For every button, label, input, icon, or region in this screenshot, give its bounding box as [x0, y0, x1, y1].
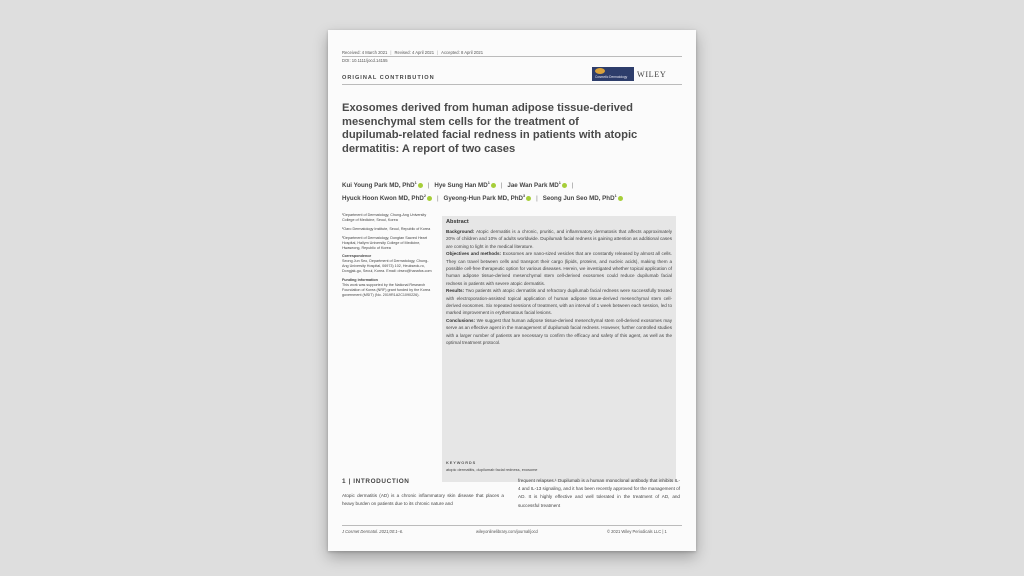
funding-text: This work was supported by the National Research Foundation of Korea (NRF) grant funded by the Korea government (MSIT) (No. 2019R1A2C1090226).: [342, 282, 431, 297]
footer-citation: J Cosmet Dermatol. 2021;00:1–6.: [342, 529, 404, 534]
publisher-logo: WILEY: [637, 70, 667, 79]
affiliation: ¹Department of Dermatology, Chung-Ang University College of Medicine, Seoul, Korea: [342, 213, 427, 222]
article-title: Exosomes derived from human adipose tissue-derived mesenchymal stem cells for the treatment of dupilumab-related facial redness in patients with atopic dermatitis: A report of two cases: [342, 102, 638, 155]
journal-logo-text: Cosmetic Dermatology: [595, 75, 628, 79]
orcid-icon: [562, 183, 567, 188]
header-rule: [342, 56, 682, 57]
journal-article-page: [328, 30, 696, 551]
orcid-icon: [427, 196, 432, 201]
date-separator: |: [390, 50, 392, 55]
abstract-conclusions: Conclusions: We suggest that human adipose tissue-derived mesenchymal stem cell-derived exosomes may serve as an effective agent in the management of dupilumab facial redness. However, further controlled studies with a larger number of patients are necessary to confirm the efficacy and safety of this agent, as well as the optimal treatment protocol.: [446, 317, 672, 346]
footer-rule: [342, 525, 682, 526]
keywords-heading: KEYWORDS: [446, 460, 477, 465]
journal-logo-mark-icon: [595, 68, 605, 74]
footer-url: wileyonlinelibrary.com/journal/jocd: [476, 529, 538, 534]
revised-date: Revised: 4 April 2021: [394, 50, 435, 55]
affiliation: ²Oaro Dermatology Institute, Seoul, Republic of Korea: [342, 226, 431, 231]
footer-copyright: © 2021 Wiley Periodicals LLC | 1: [607, 529, 667, 534]
author: Jae Wan Park $MD^1$: [507, 182, 566, 189]
journal-logo: [592, 67, 634, 81]
correspondence-text: Seong Jun Seo, Department of Dermatology, Chung-Ang University Hospital, 06973) 102, Heukseok-ro, Dongjak-gu, Seoul, Korea. Email: drseo@hanafos.com: [342, 259, 432, 274]
affiliation: ³Department of Dermatology, Dongtan Sacred Heart Hospital, Hallym University College of Medicine, Hwaseong, Republic of Korea: [342, 235, 427, 250]
abstract-heading: Abstract: [446, 219, 469, 225]
orcid-icon: [618, 196, 623, 201]
author: Kui Young Park MD, PhD$^1$: [342, 182, 423, 189]
abstract-results: Results: Two patients with atopic dermatitis and refractory dupilumab facial redness were successfully treated with electroporation-assisted topical application of human adipose tissue-derived mesenchymal stem cell-derived exosomes. Six repeated sessions of treatment, with an interval of 1 week between each session, led to marked improvement in erythematous facial lesions.: [446, 288, 672, 316]
funding-heading: Funding information: [342, 278, 378, 283]
introduction-heading: 1 | INTRODUCTION: [342, 478, 410, 485]
date-separator: |: [437, 50, 439, 55]
accepted-date: Accepted: 8 April 2021: [441, 50, 484, 55]
author: Gyeong-Hun Park MD, PhD$^3$: [444, 195, 532, 202]
introduction-column-left: Atopic dermatitis (AD) is a chronic inflammatory skin disease that places a heavy burden on patients due to its chronic nature and: [342, 493, 504, 507]
section-tag: ORIGINAL CONTRIBUTION: [342, 75, 435, 81]
orcid-icon: [418, 183, 423, 188]
correspondence-heading: Correspondence: [342, 254, 372, 259]
orcid-icon: [526, 196, 531, 201]
received-date: Received: 4 March 2021: [342, 50, 388, 55]
article-dates: [342, 50, 483, 55]
doi: DOI: 10.1111/jocd.14155: [342, 58, 388, 63]
abstract-background: Background: Atopic dermatitis is a chronic, pruritic, and inflammatory dermatosis that affects approximately 20% of children and 10% of adults worldwide. Dupilumab facial redness is gaining attention as additional cases are coming to light in the medical literature.: [446, 229, 672, 249]
author: Hyuck Hoon Kwon MD, PhD$^2$: [342, 195, 432, 202]
author-list: Kui Young Park MD, PhD$^1$ | Hye Sung Han $MD^1$ | Jae Wan Park $MD^1$ | Hyuck Hoon Kwon MD, PhD$^2$ | Gyeong-Hun Park MD, PhD$^3$ | Seong Jun Seo MD, PhD$^1$: [342, 178, 687, 204]
author: Hye Sung Han $MD^1$: [434, 182, 495, 189]
affiliations-column: [342, 213, 434, 302]
section-rule: [342, 84, 682, 85]
abstract-body: [446, 228, 672, 347]
orcid-icon: [491, 183, 496, 188]
introduction-column-right: frequent relapses.¹ Dupilumab is a human monoclonal antibody that inhibits IL-4 and IL-13 signaling, and it has been recently approved for the management of AD. It is highly effective and well tolerated in the treatment of AD, and successful treatment: [518, 478, 680, 508]
abstract-box: [442, 216, 676, 482]
keywords: atopic dermatitis, dupilumab facial redness, exosome: [446, 467, 538, 472]
author: Seong Jun Seo MD, PhD$^1$: [543, 195, 623, 202]
abstract-objectives: Objectives and methods: Exosomes are nano-sized vesicles that are constantly released by almost all cells. They can travel between cells and transport their cargo (lipids, proteins, and nucleic acids), making them a possible cell-free therapeutic option for various diseases. Herein, we investigated whether topical application of human adipose tissue-derived mesenchymal stem cell-derived exosomes could reduce dupilumab facial redness in patients with severe atopic dermatitis.: [446, 251, 672, 286]
